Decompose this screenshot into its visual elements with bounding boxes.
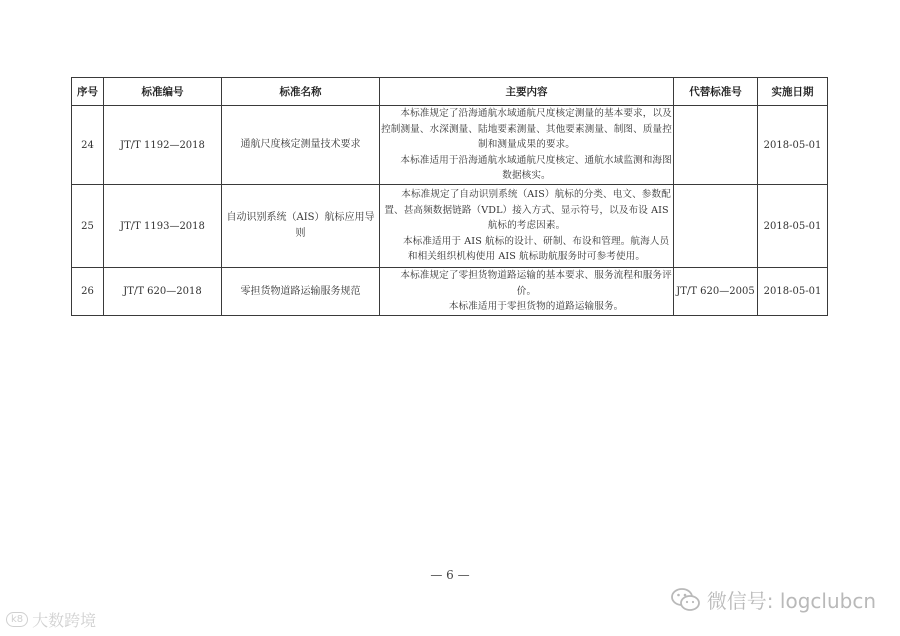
row-main-content bbox=[380, 106, 674, 185]
table-header-row bbox=[72, 78, 828, 106]
header-standard-name: 标准名称 bbox=[222, 78, 380, 106]
brand-logo: k8 bbox=[6, 612, 28, 627]
row-main-content bbox=[380, 185, 674, 268]
brand-text: 大数跨境 bbox=[32, 611, 97, 630]
page-number: — 6 — bbox=[430, 568, 470, 582]
header-replaced-standard: 代替标准号 bbox=[674, 78, 758, 106]
header-effective-date: 实施日期 bbox=[758, 78, 828, 106]
content-paragraph: 本标准适用于零担货物的道路运输服务。 bbox=[448, 301, 624, 313]
row-standard-code: JT/T 1193—2018 bbox=[104, 185, 222, 268]
standards-table bbox=[71, 77, 828, 316]
header-standard-code: 标准编号 bbox=[104, 78, 222, 106]
content-paragraph: 本标准适用于沿海通航水域通航尺度核定、通航水域监测和海图数据核实。 bbox=[400, 154, 672, 182]
content-paragraph: 本标准规定了沿海通航水域通航尺度核定测量的基本要求，以及控制测量、水深测量、陆地要素测量、其他要素测量、制图、质量控制和测量成果的要求。 bbox=[381, 108, 672, 151]
content-paragraph: 本标准适用于 AIS 航标的设计、研制、布设和管理。航海人员和相关组织机构使用 AIS 航标助航服务时可参考使用。 bbox=[402, 235, 670, 263]
header-main-content: 主要内容 bbox=[380, 78, 674, 106]
content-paragraph: 本标准规定了零担货物道路运输的基本要求、服务流程和服务评价。 bbox=[400, 270, 672, 297]
row-serial-no: 25 bbox=[72, 185, 104, 268]
row-effective-date: 2018-05-01 bbox=[758, 106, 828, 185]
row-standard-name: 自动识别系统（AIS）航标应用导则 bbox=[222, 185, 380, 268]
wechat-watermark bbox=[671, 585, 876, 614]
row-effective-date: 2018-05-01 bbox=[758, 268, 828, 316]
row-replaced-standard bbox=[674, 185, 758, 268]
row-standard-name: 零担货物道路运输服务规范 bbox=[222, 268, 380, 316]
wechat-icon bbox=[671, 587, 701, 613]
table-row bbox=[72, 268, 828, 316]
header-serial-no: 序号 bbox=[72, 78, 104, 106]
content-paragraph: 本标准规定了自动识别系统（AIS）航标的分类、电文、参数配置、甚高频数据链路（VDL）接入方式、显示符号，以及布设 AIS 航标的考虑因素。 bbox=[384, 189, 671, 232]
table-row bbox=[72, 185, 828, 268]
row-effective-date: 2018-05-01 bbox=[758, 185, 828, 268]
row-main-content bbox=[380, 268, 674, 316]
table-row bbox=[72, 106, 828, 185]
row-standard-code: JT/T 620—2018 bbox=[104, 268, 222, 316]
row-standard-code: JT/T 1192—2018 bbox=[104, 106, 222, 185]
brand-watermark bbox=[6, 608, 96, 631]
row-serial-no: 24 bbox=[72, 106, 104, 185]
row-replaced-standard: JT/T 620—2005 bbox=[674, 268, 758, 316]
wechat-id-text: 微信号: logclubcn bbox=[706, 589, 876, 613]
row-standard-name: 通航尺度核定测量技术要求 bbox=[222, 106, 380, 185]
row-serial-no: 26 bbox=[72, 268, 104, 316]
row-replaced-standard bbox=[674, 106, 758, 185]
